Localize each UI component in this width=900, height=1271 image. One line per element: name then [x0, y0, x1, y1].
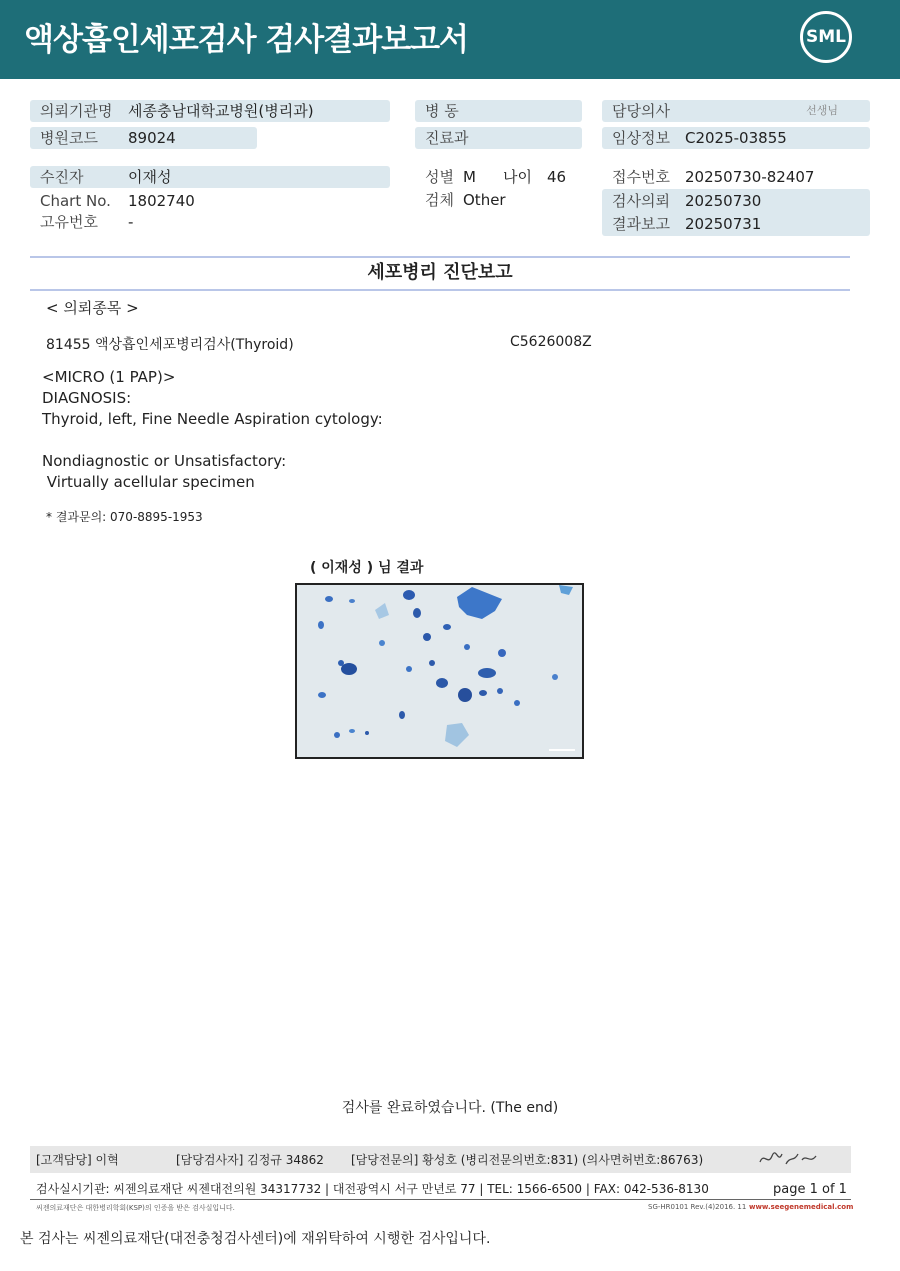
specimen-field: [415, 189, 585, 211]
request-field: [602, 190, 870, 212]
report-line: Nondiagnostic or Unsatisfactory:: [42, 452, 287, 470]
age-label: 나이: [503, 168, 532, 186]
report-title: 액상흡인세포검사 검사결과보고서: [24, 22, 468, 58]
footer-customer: [고객담당] 이혁: [36, 1153, 119, 1167]
report-line: Virtually acellular specimen: [42, 473, 255, 491]
page-number: page 1 of 1: [773, 1182, 847, 1197]
ward-label: 병 동: [425, 102, 459, 120]
specimen-label: 검체: [425, 191, 454, 209]
report-line: DIAGNOSIS:: [42, 389, 132, 407]
section-title: 세포병리 진단보고: [367, 262, 513, 283]
doctor-field: [602, 100, 870, 122]
report-line: Thyroid, left, Fine Needle Aspiration cytology:: [42, 410, 383, 428]
institution-label: 의뢰기관명: [40, 102, 113, 120]
doctor-suffix: 선생님: [806, 104, 838, 117]
specimen-value: Other: [463, 191, 506, 209]
receipt-value: 20250730-82407: [685, 168, 815, 186]
unique-field: [30, 211, 390, 233]
institution-field: [30, 100, 390, 122]
dept-label: 진료과: [425, 129, 469, 147]
request-header: < 의뢰종목 >: [46, 299, 139, 317]
clinical-label: 임상정보: [612, 129, 670, 147]
chart-field: [30, 190, 390, 212]
specimen-image: [295, 583, 584, 759]
unique-value: -: [128, 213, 134, 231]
result-value: 20250731: [685, 215, 762, 233]
clinical-value: C2025-03855: [685, 129, 787, 147]
website-link[interactable]: www.seegenemedical.com: [749, 1203, 854, 1211]
patient-value: 이재성: [128, 168, 172, 186]
footer-rule: [30, 1199, 851, 1200]
image-caption: ( 이재성 ) 님 결과: [310, 560, 424, 576]
certification-text: 씨젠의료재단은 대한병리학회(KSP)의 인증을 받은 검사실입니다.: [36, 1204, 235, 1212]
result-field: [602, 213, 870, 235]
cytology-micrograph: [297, 585, 582, 757]
footer-tester: [담당검사자] 김정규 34862: [176, 1153, 324, 1167]
hospital-code-field: [30, 127, 257, 149]
sex-age-field: [415, 166, 585, 188]
form-code: SG-HR0101 Rev.(4)2016. 11: [648, 1203, 747, 1211]
sex-value: M: [463, 168, 476, 186]
test-code: C5626008Z: [510, 334, 592, 350]
age-value: 46: [547, 168, 567, 186]
end-text: 검사를 완료하였습니다. (The end): [341, 1100, 559, 1116]
hospital-code-label: 병원코드: [40, 129, 98, 147]
signature: [756, 1148, 820, 1170]
chart-value: 1802740: [128, 192, 195, 210]
footer-institution: 검사실시기관: 씨젠의료재단 씨젠대전의원 34317732 | 대전광역시 서구 만년로 77 | TEL: 1566-6500 | FAX: 042-536-8130: [36, 1182, 709, 1196]
hospital-code-value: 89024: [128, 129, 176, 147]
notice-text: 본 검사는 씨젠의료재단(대전충청검사센터)에 재위탁하여 시행한 검사입니다.: [20, 1231, 491, 1247]
test-line: 81455 액상흡인세포병리검사(Thyroid): [46, 337, 294, 353]
patient-field: [30, 166, 390, 188]
request-value: 20250730: [685, 192, 762, 210]
receipt-field: [602, 166, 870, 188]
dept-field: [415, 127, 582, 149]
sex-label: 성별: [425, 168, 454, 186]
result-label: 결과보고: [612, 215, 670, 233]
report-header: [0, 0, 900, 79]
receipt-label: 접수번호: [612, 168, 670, 186]
clinical-field: [602, 127, 870, 149]
ward-field: [415, 100, 582, 122]
inquiry-text: * 결과문의: 070-8895-1953: [46, 510, 203, 524]
footer-specialist: [담당전문의] 황성호 (병리전문의번호:831) (의사면허번호:86763): [351, 1153, 704, 1167]
report-line: <MICRO (1 PAP)>: [42, 368, 176, 386]
sml-logo: [800, 11, 852, 63]
patient-label: 수진자: [40, 168, 84, 186]
institution-value: 세종충남대학교병원(병리과): [128, 102, 314, 120]
unique-label: 고유번호: [40, 213, 98, 231]
logo-text: SML: [806, 27, 846, 47]
doctor-label: 담당의사: [612, 102, 670, 120]
title-rule-bottom: [30, 289, 850, 291]
chart-label: Chart No.: [40, 192, 111, 210]
request-label: 검사의뢰: [612, 192, 670, 210]
